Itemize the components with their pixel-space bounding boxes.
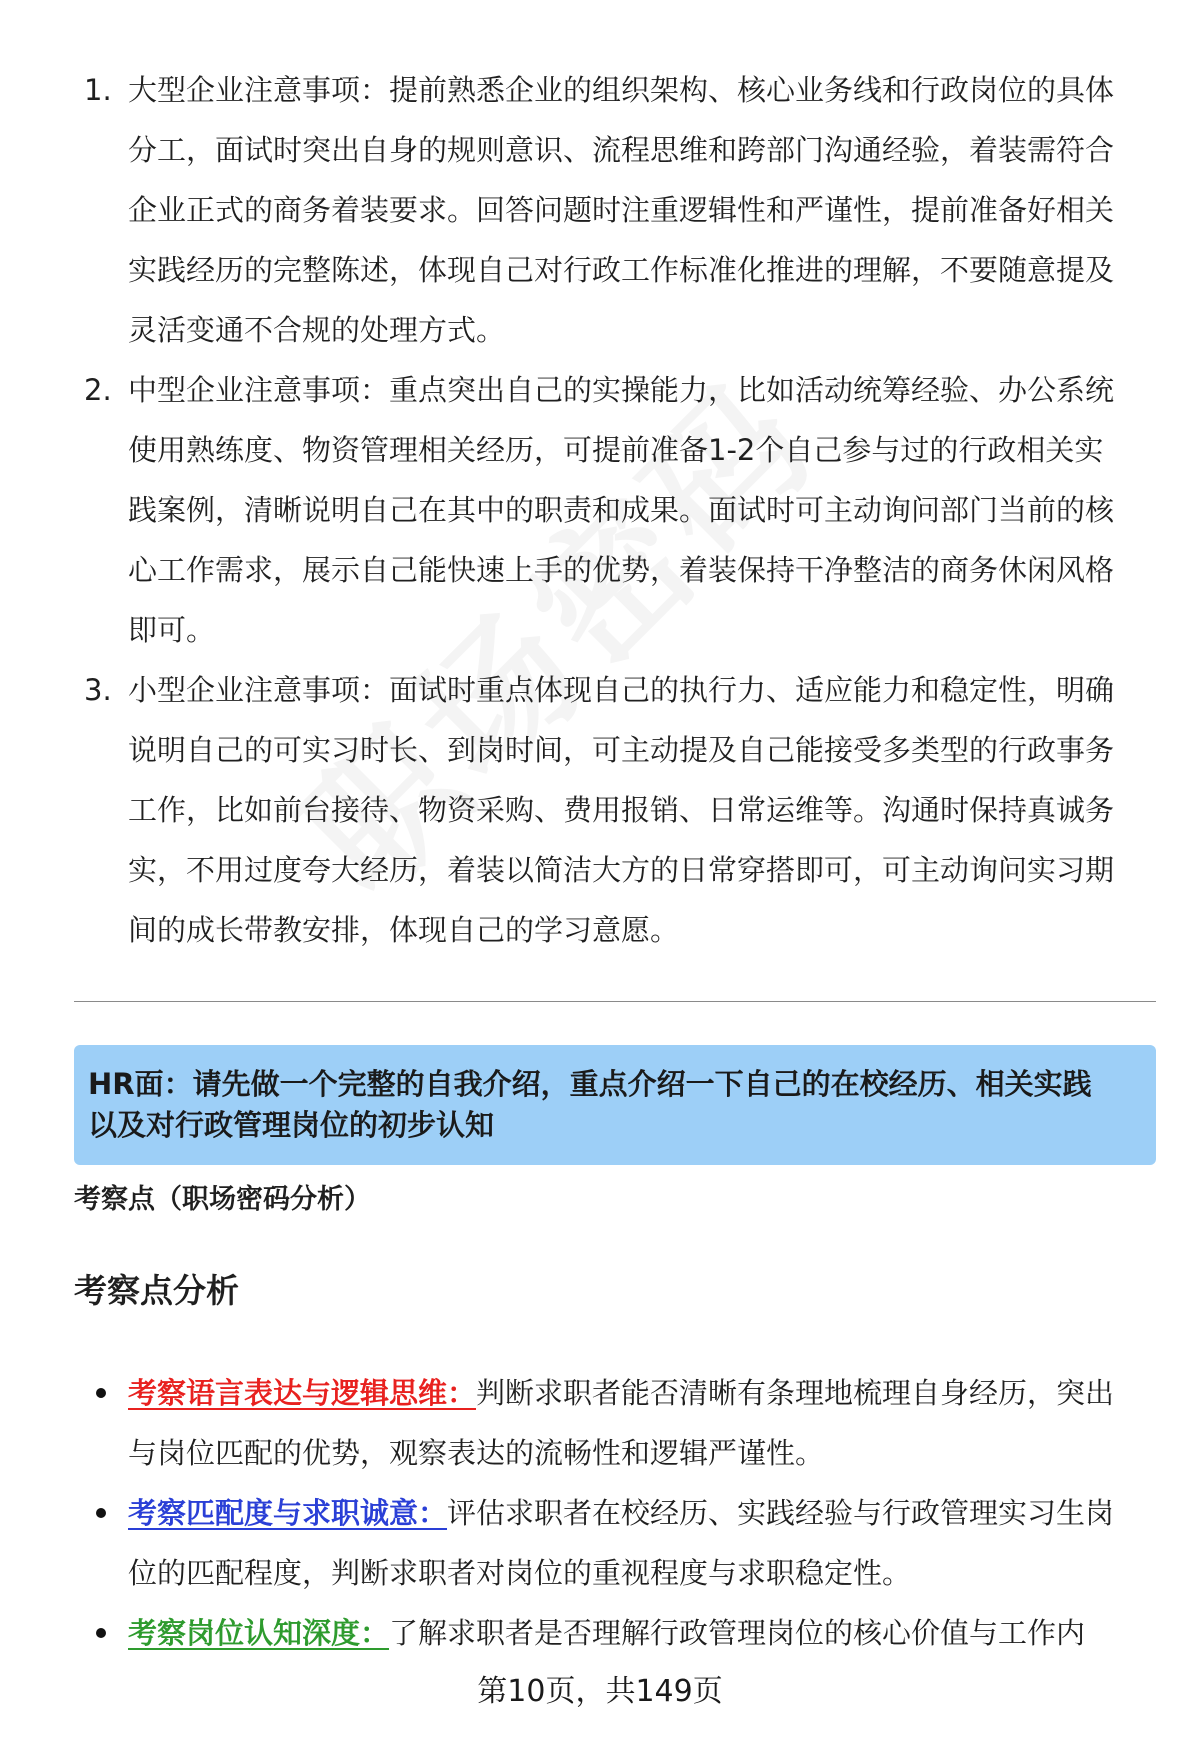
- point-text-line: 与岗位匹配的优势，观察表达的流畅性和逻辑严谨性。: [128, 1436, 825, 1470]
- list-text-line: 实践经历的完整陈述，体现自己对行政工作标准化推进的理解，不要随意提及: [128, 253, 1115, 287]
- list-text-line: 工作，比如前台接待、物资采购、费用报销、日常运维等。沟通时保持真诚务: [128, 793, 1115, 827]
- point-keyword: 考察匹配度与求职诚意：: [128, 1496, 448, 1530]
- point-text-line: 判断求职者能否清晰有条理地梳理自身经历，突出: [476, 1376, 1115, 1410]
- bullet-icon: [96, 1628, 106, 1638]
- list-number: 3.: [84, 673, 112, 707]
- list-text-line: 间的成长带教安排，体现自己的学习意愿。: [128, 913, 680, 947]
- list-text-line: 实，不用过度夸大经历，着装以简洁大方的日常穿搭即可，可主动询问实习期: [128, 853, 1115, 887]
- notes-list: [84, 60, 1144, 960]
- page-number: 第10页，共149页: [477, 1674, 723, 1709]
- list-text-line: 心工作需求，展示自己能快速上手的优势，着装保持干净整洁的商务休闲风格: [128, 553, 1115, 587]
- list-text-line: 小型企业注意事项：面试时重点体现自己的执行力、适应能力和稳定性，明确: [128, 673, 1115, 707]
- list-text-line: 大型企业注意事项：提前熟悉企业的组织架构、核心业务线和行政岗位的具体: [128, 73, 1115, 107]
- list-text-line: 企业正式的商务着装要求。回答问题时注重逻辑性和严谨性，提前准备好相关: [128, 193, 1115, 227]
- list-text-line: 分工，面试时突出自身的规则意识、流程思维和跨部门沟通经验，着装需符合: [128, 133, 1115, 167]
- bullet-icon: [96, 1388, 106, 1398]
- list-text-line: 中型企业注意事项：重点突出自己的实操能力，比如活动统筹经验、办公系统: [128, 373, 1115, 407]
- list-text-line: 践案例，清晰说明自己在其中的职责和成果。面试时可主动询问部门当前的核: [128, 493, 1115, 527]
- assessment-point: [92, 1603, 1144, 1663]
- section-heading: 考察点分析: [74, 1271, 239, 1310]
- point-keyword: 考察岗位认知深度：: [128, 1616, 390, 1650]
- section-divider: [74, 1001, 1156, 1002]
- point-text-line: 位的匹配程度，判断求职者对岗位的重视程度与求职稳定性。: [128, 1556, 912, 1590]
- list-number: 1.: [84, 73, 112, 107]
- bullet-icon: [96, 1508, 106, 1518]
- notes-item: [84, 60, 1144, 360]
- assessment-point: [92, 1483, 1144, 1603]
- hr-question-box: [74, 1045, 1156, 1165]
- hr-question-line: 以及对行政管理岗位的初步认知: [88, 1108, 495, 1142]
- list-text-line: 灵活变通不合规的处理方式。: [128, 313, 506, 347]
- list-text-line: 说明自己的可实习时长、到岗时间，可主动提及自己能接受多类型的行政事务: [128, 733, 1115, 767]
- analysis-subheading: 考察点（职场密码分析）: [74, 1184, 371, 1215]
- notes-item: [84, 360, 1144, 660]
- assessment-point: [92, 1363, 1144, 1483]
- point-keyword: 考察语言表达与逻辑思维：: [128, 1376, 477, 1410]
- list-number: 2.: [84, 373, 112, 407]
- point-text-line: 评估求职者在校经历、实践经验与行政管理实习生岗: [447, 1496, 1115, 1530]
- assessment-points-list: [92, 1363, 1144, 1663]
- list-text-line: 即可。: [128, 613, 216, 647]
- point-text-line: 了解求职者是否理解行政管理岗位的核心价值与工作内: [389, 1616, 1086, 1650]
- list-text-line: 使用熟练度、物资管理相关经历，可提前准备1-2个自己参与过的行政相关实: [128, 433, 1104, 467]
- notes-item: [84, 660, 1144, 960]
- hr-question-line: HR面：请先做一个完整的自我介绍，重点介绍一下自己的在校经历、相关实践: [88, 1067, 1092, 1101]
